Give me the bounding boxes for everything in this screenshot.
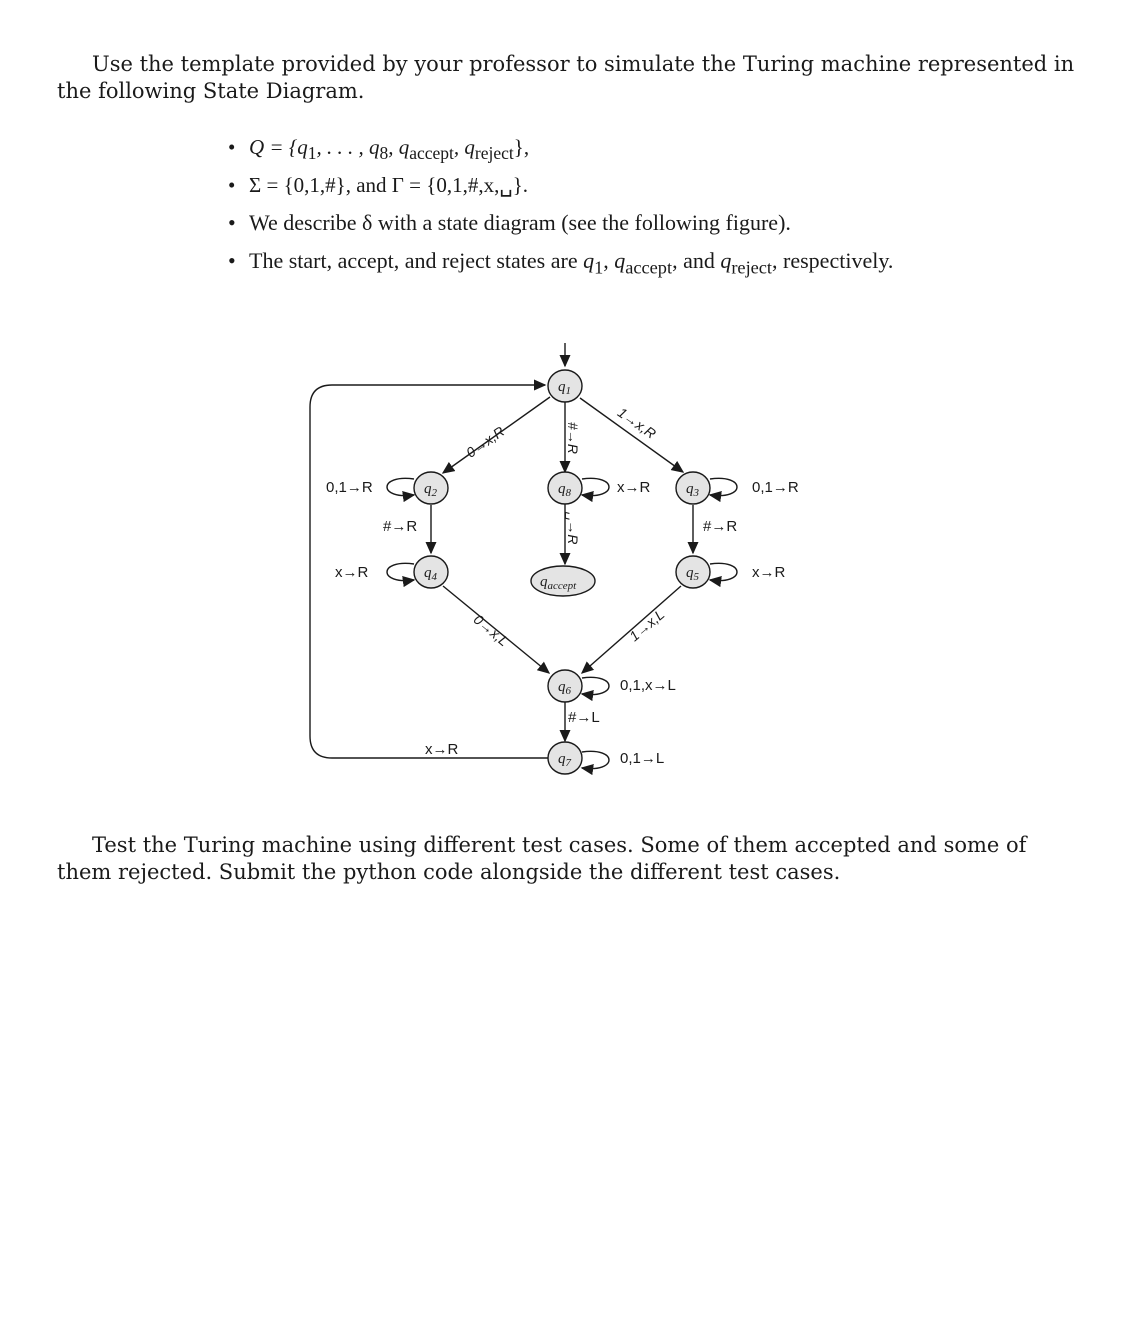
loop-q8 [582, 478, 609, 495]
label-q4: $q_4$ [424, 565, 437, 583]
trans-q1-q8: #→R [565, 422, 581, 454]
label-q7: $q_7$ [558, 751, 571, 769]
trans-q7-q1: x→R [425, 741, 459, 758]
label-q3: $q_3$ [686, 481, 699, 499]
label-q2: $q_2$ [424, 481, 437, 499]
label-q8: $q_8$ [558, 481, 571, 499]
loop-q2 [387, 478, 414, 495]
label-q5: $q_5$ [686, 565, 699, 583]
trans-q2-q4: #→R [383, 518, 418, 535]
trans-q5-q6: 1→x,L [626, 606, 668, 645]
trans-q5-loop: x→R [752, 564, 786, 581]
def-start-accept-reject: • The start, accept, and reject states are $q_1$, $q_{accept}$, and $q_{reject}$, respectively. [228, 242, 893, 280]
trans-q4-loop: x→R [335, 564, 369, 581]
trans-q1-q3: 1→x,R [614, 404, 659, 442]
outro-paragraph: Test the Turing machine using different test cases. Some of them accepted and some of them rejected. Submit the python code alongside the different test cases. [57, 833, 1027, 884]
trans-q3-loop: 0,1→R [752, 479, 799, 496]
trans-q1-q2: 0→x,R [463, 423, 508, 461]
def-alphabets: • Σ = {0,1,#}, and Γ = {0,1,#,x,␣}. [228, 166, 893, 204]
trans-q3-q5: #→R [703, 518, 738, 535]
def-states: • $Q = \{q_1$, . . . , $q_8$, $q_{accept}$, $q_{reject}$}, [228, 128, 893, 166]
trans-q6-q7: #→L [568, 709, 600, 726]
trans-q2-loop: 0,1→R [326, 479, 373, 496]
intro-paragraph: Use the template provided by your professor to simulate the Turing machine represented in the following State Diagram. [57, 52, 1075, 103]
def-delta: • We describe δ with a state diagram (see the following figure). [228, 204, 893, 242]
loop-q3 [710, 478, 737, 495]
loop-q6 [582, 677, 609, 694]
label-qaccept: $q_{accept}$ [540, 574, 577, 592]
loop-q4 [387, 563, 414, 580]
label-q6: $q_6$ [558, 679, 571, 697]
trans-q8-qaccept: ␣→R [565, 511, 581, 545]
loop-q7 [582, 751, 609, 768]
trans-q6-loop: 0,1,x→L [620, 677, 676, 694]
loop-q5 [710, 563, 737, 580]
label-q1: $q_1$ [558, 379, 571, 397]
trans-q7-loop: 0,1→L [620, 750, 665, 767]
trans-q4-q6: 0→x,L [470, 611, 512, 650]
trans-q8-loop: x→R [617, 479, 651, 496]
